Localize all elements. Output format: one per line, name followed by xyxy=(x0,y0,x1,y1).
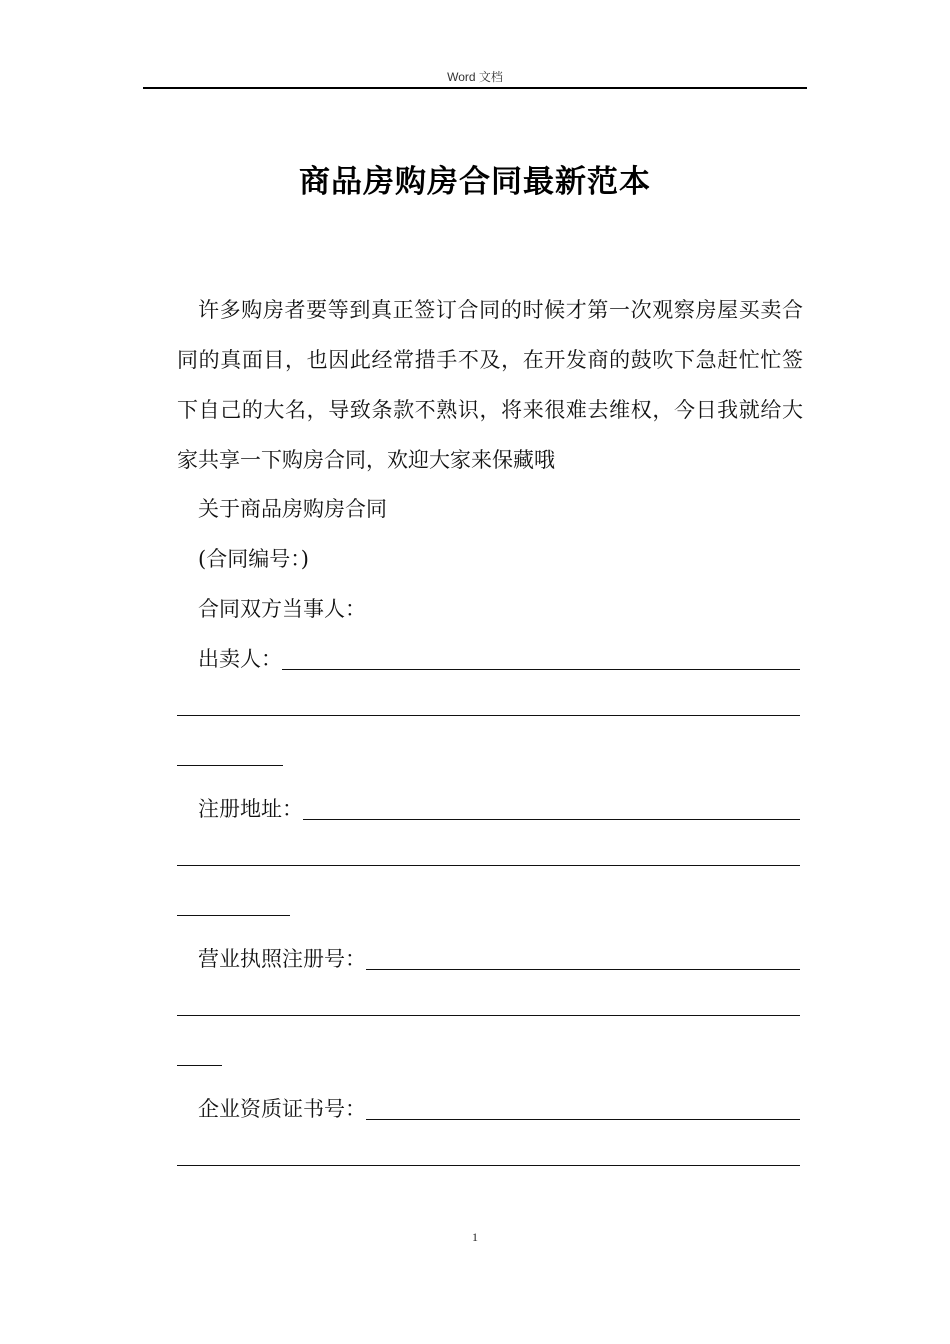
page-header: Word 文档 xyxy=(447,70,503,84)
seller-blank-line[interactable] xyxy=(282,668,800,670)
address-field xyxy=(198,794,800,824)
address-blank-line[interactable] xyxy=(303,818,800,820)
page-number: 1 xyxy=(472,1230,478,1244)
address-blank-line-2[interactable] xyxy=(177,865,800,866)
qualification-blank-line[interactable] xyxy=(366,1118,800,1120)
seller-blank-line-3[interactable] xyxy=(177,765,283,766)
header-divider xyxy=(143,87,807,89)
contract-number: (合同编号：) xyxy=(198,547,309,571)
license-field xyxy=(198,944,800,974)
parties-label: 合同双方当事人： xyxy=(198,597,366,621)
address-blank-line-3[interactable] xyxy=(177,915,290,916)
license-blank-line-3[interactable] xyxy=(177,1065,222,1066)
section-heading: 关于商品房购房合同 xyxy=(198,497,387,521)
qualification-label: 企业资质证书号： xyxy=(198,1097,366,1121)
seller-label: 出卖人： xyxy=(198,647,282,671)
qualification-field xyxy=(198,1094,800,1124)
seller-blank-line-2[interactable] xyxy=(177,715,800,716)
seller-field xyxy=(198,644,800,674)
license-label: 营业执照注册号： xyxy=(198,947,366,971)
address-label: 注册地址： xyxy=(198,797,303,821)
qualification-blank-line-2[interactable] xyxy=(177,1165,800,1166)
intro-paragraph: 许多购房者要等到真正签订合同的时候才第一次观察房屋买卖合同的真面目，也因此经常措手不及，在开发商的鼓吹下急赶忙忙签下自己的大名，导致条款不熟识，将来很难去维权，今日我就给大家共享一下购房合同，欢迎大家来保藏哦 xyxy=(177,298,803,472)
license-blank-line-2[interactable] xyxy=(177,1015,800,1016)
license-blank-line[interactable] xyxy=(366,968,800,970)
document-title: 商品房购房合同最新范本 xyxy=(299,164,651,200)
